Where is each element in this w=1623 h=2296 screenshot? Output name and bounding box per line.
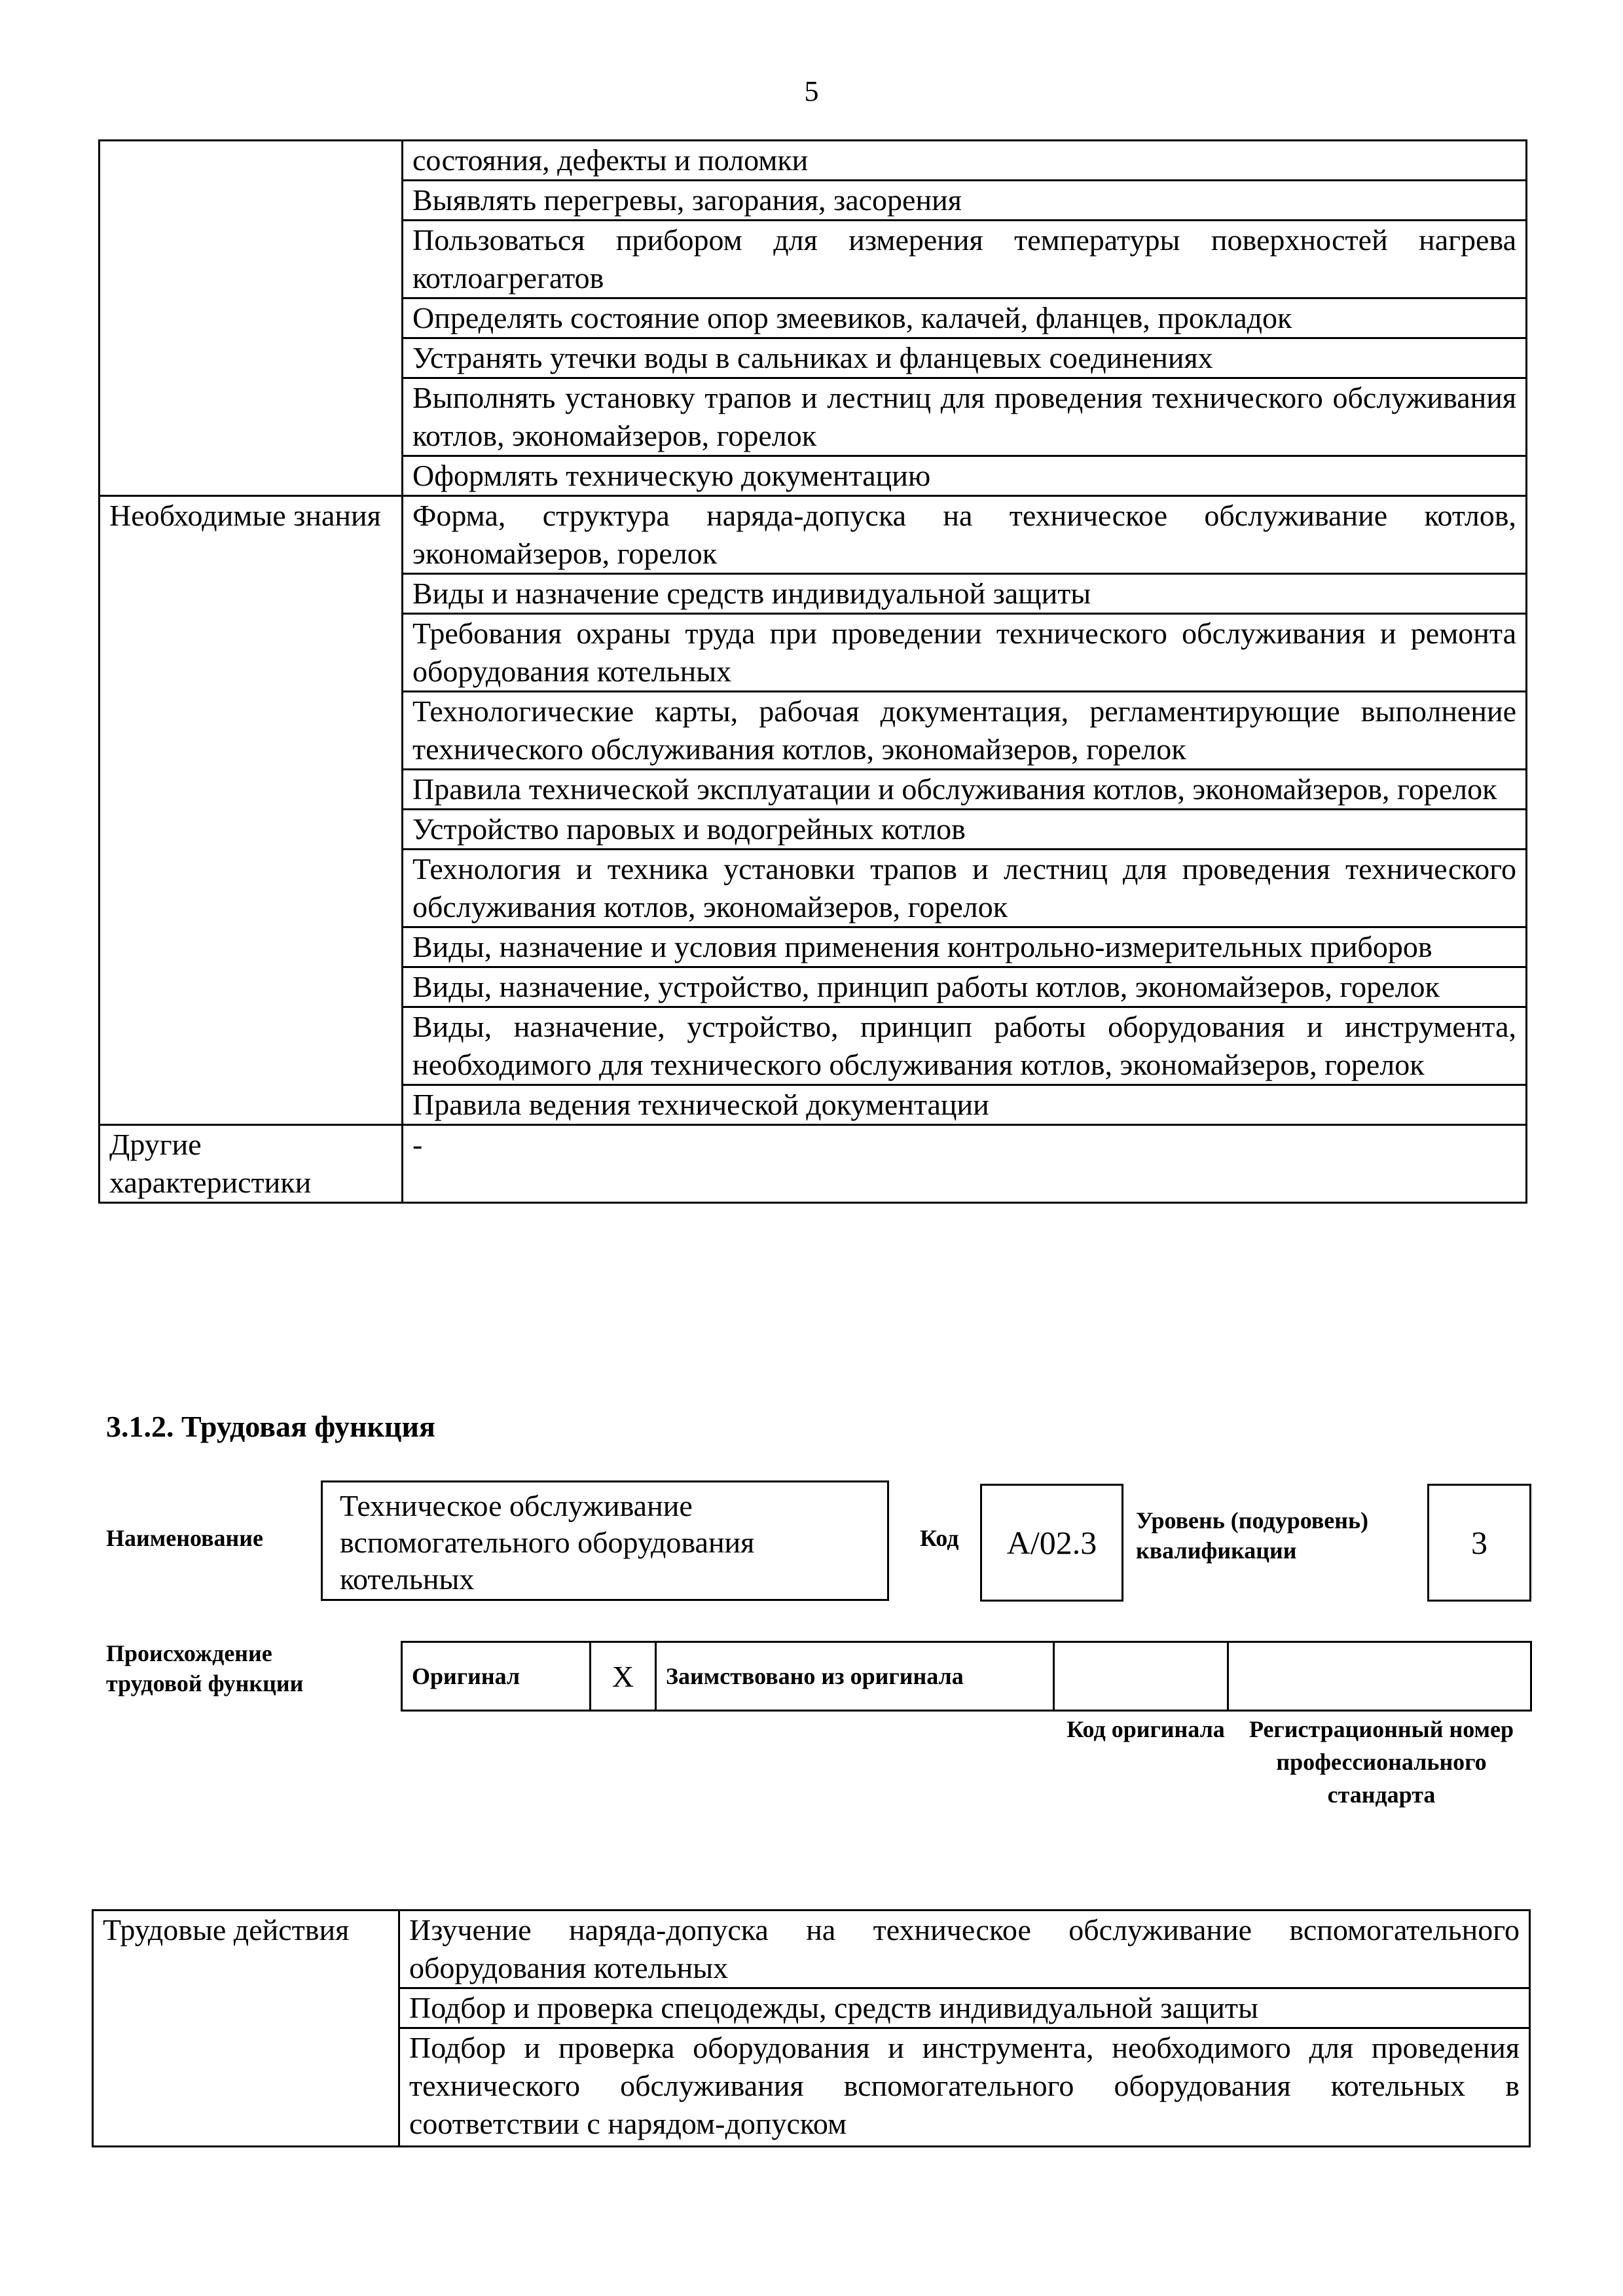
skills-knowledge-table: [98, 139, 1527, 1204]
continued-label-cell: [100, 141, 403, 496]
original-mark: X: [591, 1642, 656, 1711]
other-label: Другие характеристики: [100, 1125, 403, 1203]
knowledge-row: Виды, назначение, устройство, принцип работы оборудования и инструмента, необходимого для технического обслуживания котлов, экономайзеров, горелок: [403, 1007, 1527, 1085]
knowledge-row: Виды, назначение, устройство, принцип работы котлов, экономайзеров, горелок: [403, 967, 1527, 1007]
knowledge-row: Виды и назначение средств индивидуальной защиты: [403, 574, 1527, 614]
knowledge-row: Форма, структура наряда-допуска на техническое обслуживание котлов, экономайзеров, горелок: [403, 496, 1527, 574]
reg-number-caption: Регистрационный номер профессионального стандарта: [1249, 1716, 1514, 1808]
skill-row: Выполнять установку трапов и лестниц для проведения технического обслуживания котлов, экономайзеров, горелок: [403, 378, 1527, 456]
skill-row: Оформлять техническую документацию: [403, 456, 1527, 496]
origin-label: Происхождение трудовой функции: [106, 1640, 304, 1696]
section-heading: 3.1.2. Трудовая функция: [106, 1410, 435, 1443]
knowledge-row: Технологические карты, рабочая документация, регламентирующие выполнение технического обслуживания котлов, экономайзеров, горелок: [403, 692, 1527, 770]
borrowed-label: Заимствовано из оригинала: [656, 1642, 1054, 1711]
code-caption: Код оригинала: [1067, 1716, 1225, 1742]
knowledge-row: Правила технической эксплуатации и обслуживания котлов, экономайзеров, горелок: [403, 770, 1527, 810]
knowledge-row: Виды, назначение и условия применения контрольно-измерительных приборов: [403, 927, 1527, 967]
action-row: Изучение наряда-допуска на техническое обслуживание вспомогательного оборудования котельных: [399, 1910, 1530, 1988]
skill-row: Пользоваться прибором для измерения температуры поверхностей нагрева котлоагрегатов: [403, 221, 1527, 298]
page-number: 5: [804, 75, 819, 107]
skill-row: состояния, дефекты и поломки: [403, 141, 1527, 181]
knowledge-row: Требования охраны труда при проведении технического обслуживания и ремонта оборудования котельных: [403, 614, 1527, 692]
other-value: -: [403, 1125, 1527, 1203]
skill-row: Устранять утечки воды в сальниках и фланцевых соединениях: [403, 338, 1527, 378]
action-row: Подбор и проверка спецодежды, средств индивидуальной защиты: [399, 1988, 1530, 2028]
name-label: Наименование: [106, 1525, 263, 1551]
function-code-box: А/02.3: [980, 1484, 1123, 1602]
skill-row: Определять состояние опор змеевиков, калачей, фланцев, прокладок: [403, 298, 1527, 338]
original-label: Оригинал: [402, 1642, 591, 1711]
level-box: 3: [1427, 1484, 1531, 1602]
skill-row: Выявлять перегревы, загорания, засорения: [403, 181, 1527, 221]
knowledge-row: Устройство паровых и водогрейных котлов: [403, 810, 1527, 850]
registration-number-cell: [1228, 1642, 1531, 1711]
knowledge-label: Необходимые знания: [100, 496, 403, 1125]
knowledge-row: Правила ведения технической документации: [403, 1085, 1527, 1125]
original-code-cell: [1054, 1642, 1228, 1711]
labor-actions-table: [92, 1909, 1531, 2147]
knowledge-row: Технология и техника установки трапов и лестниц для проведения технического обслуживания котлов, экономайзеров, горелок: [403, 850, 1527, 927]
actions-label: Трудовые действия: [93, 1910, 399, 2147]
action-row: Подбор и проверка оборудования и инструмента, необходимого для проведения технического обслуживания вспомогательного оборудования котельных в соответствии с нарядом-допуском: [399, 2028, 1530, 2147]
code-label: Код: [920, 1525, 959, 1551]
level-label: Уровень (подуровень) квалификации: [1136, 1507, 1369, 1564]
function-name-box: Техническое обслуживание вспомогательного оборудования котельных: [321, 1480, 889, 1601]
origin-table: [401, 1641, 1532, 1712]
